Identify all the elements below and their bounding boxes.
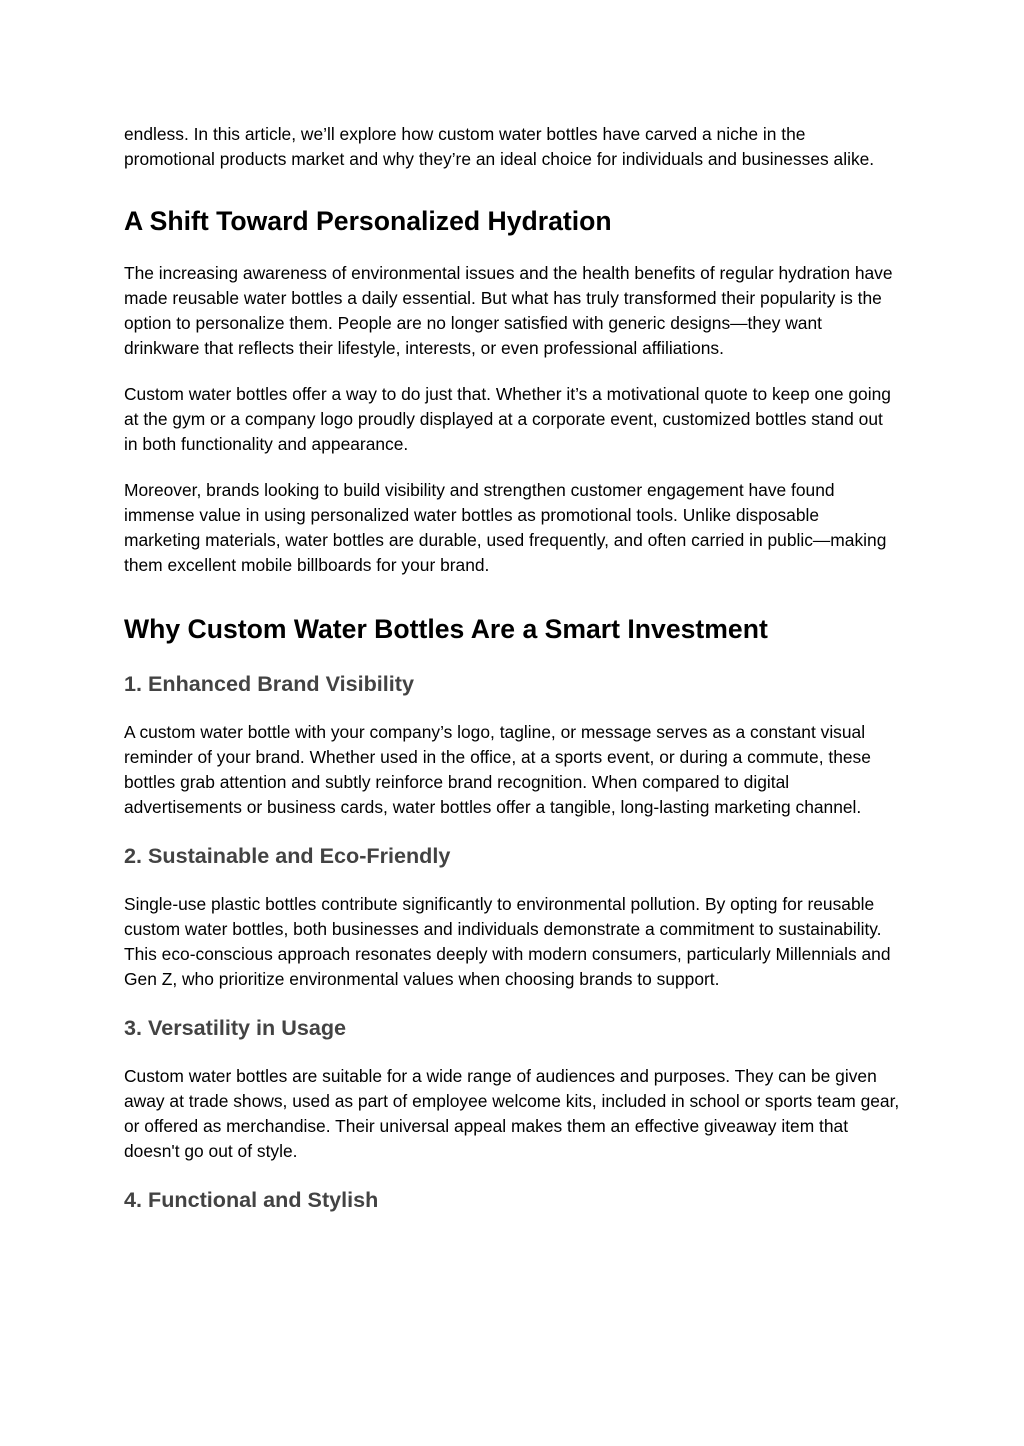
intro-paragraph: endless. In this article, we’ll explore how custom water bottles have carved a niche in the promotional products market and why they’re an ideal choice for individuals and businesses alike.	[124, 124, 875, 169]
subheading-functional-stylish: 4. Functional and Stylish	[124, 1187, 379, 1212]
section-heading-personalized-hydration: A Shift Toward Personalized Hydration	[124, 206, 612, 236]
paragraph-versatility: Custom water bottles are suitable for a wide range of audiences and purposes. They can be given away at trade shows, used as part of employee welcome kits, included in school or sports team gear, or offered as merchandise. Their universal appeal makes them an effective giveaway item that doesn't go out of style.	[124, 1066, 900, 1161]
subheading-eco-friendly: 2. Sustainable and Eco-Friendly	[124, 843, 451, 868]
subheading-brand-visibility: 1. Enhanced Brand Visibility	[124, 671, 414, 696]
subheading-versatility: 3. Versatility in Usage	[124, 1015, 347, 1040]
section-heading-smart-investment: Why Custom Water Bottles Are a Smart Investment	[124, 614, 768, 644]
paragraph-custom-bottles: Custom water bottles offer a way to do just that. Whether it’s a motivational quote to keep one going at the gym or a company logo proudly displayed at a corporate event, customized bottles stand out in both functionality and appearance.	[124, 384, 891, 454]
paragraph-brands: Moreover, brands looking to build visibility and strengthen customer engagement have found immense value in using personalized water bottles as promotional tools. Unlike disposable marketing materials, water bottles are durable, used frequently, and often carried in public—making them excellent mobile billboards for your brand.	[124, 480, 887, 575]
paragraph-eco-friendly: Single-use plastic bottles contribute significantly to environmental pollution. By opting for reusable custom water bottles, both businesses and individuals demonstrate a commitment to sustainability. This eco-conscious approach resonates deeply with modern consumers, particularly Millennials and Gen Z, who prioritize environmental values when choosing brands to support.	[124, 894, 891, 989]
document-page	[124, 122, 900, 1236]
paragraph-brand-visibility: A custom water bottle with your company’s logo, tagline, or message serves as a constant visual reminder of your brand. Whether used in the office, at a sports event, or during a commute, these bottles grab attention and subtly reinforce brand recognition. When compared to digital advertisements or business cards, water bottles offer a tangible, long-lasting marketing channel.	[124, 722, 871, 817]
paragraph-awareness: The increasing awareness of environmental issues and the health benefits of regular hydration have made reusable water bottles a daily essential. But what has truly transformed their popularity is the option to personalize them. People are no longer satisfied with generic designs—they want drinkware that reflects their lifestyle, interests, or even professional affiliations.	[124, 263, 893, 358]
